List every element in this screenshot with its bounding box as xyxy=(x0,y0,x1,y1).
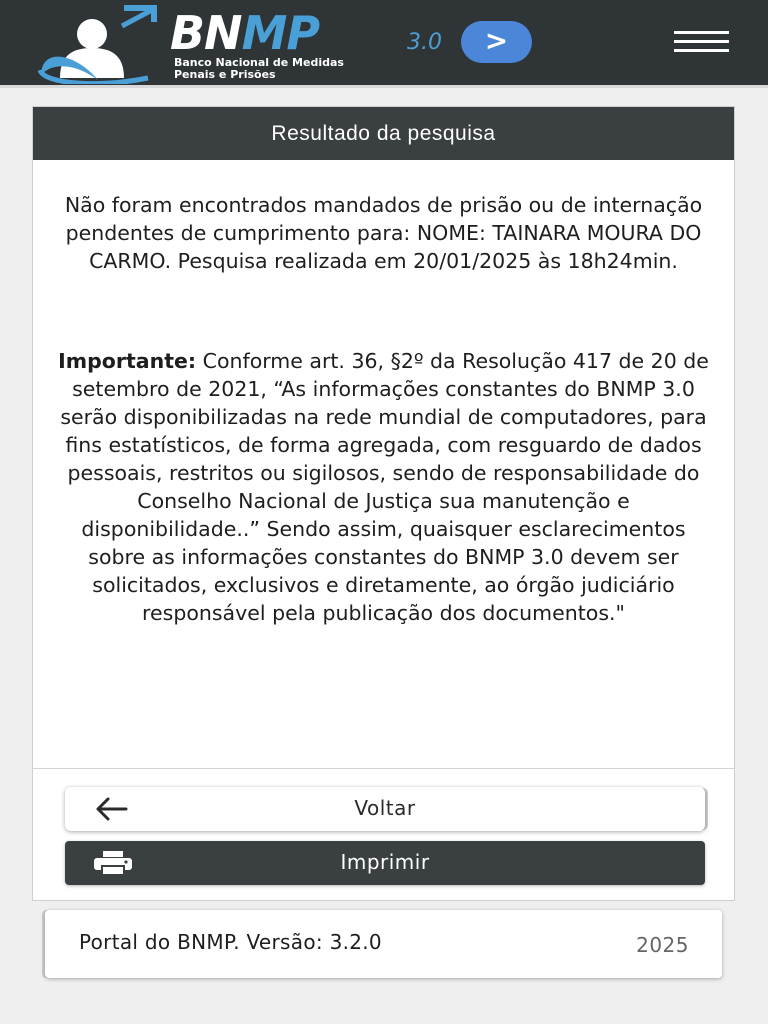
footer xyxy=(45,910,722,978)
hamburger-icon[interactable] xyxy=(674,31,729,53)
menu-line xyxy=(674,49,729,52)
brand-version: 3.0 xyxy=(407,30,442,55)
printer-icon xyxy=(93,841,133,885)
brand-subtitle xyxy=(174,57,344,81)
chevron-right-icon: > xyxy=(484,24,509,57)
menu-line xyxy=(674,40,729,43)
footer-year: 2025 xyxy=(636,933,689,957)
back-button-label: Voltar xyxy=(354,796,416,820)
back-button[interactable] xyxy=(65,787,705,831)
brand-wordmark xyxy=(170,6,320,60)
brand-prefix: BN xyxy=(170,6,242,60)
arrow-left-icon xyxy=(93,787,129,831)
brand-accent: MP xyxy=(241,6,320,60)
card-title: Resultado da pesquisa xyxy=(33,107,734,160)
important-body: Conforme art. 36, §2º da Resolução 417 de 20 de setembro de 2021, “As informações constantes do BNMP 3.0 serão disponibilizadas na rede mundial de computadores, para fins estatísticos, de forma agregada, com resguardo de dados pessoais, restritos ou sigilosos, sendo de responsabilidade do Conselho Nacional de Justiça sua manutenção e disponibilidade..” Sendo assim, quaisquer esclarecimentos sobre as informações constantes do BNMP 3.0 devem ser solicitados, exclusivos e diretamente, ao órgão judiciário responsável pela publicação dos documentos." xyxy=(60,349,709,625)
portal-version: Portal do BNMP. Versão: 3.2.0 xyxy=(79,930,382,954)
important-notice xyxy=(53,347,714,627)
print-button[interactable] xyxy=(65,841,705,885)
result-card xyxy=(32,106,735,901)
important-label: Importante: xyxy=(58,349,197,373)
bnmp-logo-icon xyxy=(38,4,158,84)
print-button-label: Imprimir xyxy=(340,850,430,874)
brand-subtitle-line1: Banco Nacional de Medidas xyxy=(174,56,344,69)
menu-line xyxy=(674,31,729,34)
result-message: Não foram encontrados mandados de prisão ou de internação pendentes de cumprimento para: NOME: TAINARA MOURA DO CARMO. Pesquisa realizada em 20/01/2025 às 18h24min. xyxy=(64,193,703,273)
top-navbar xyxy=(0,0,768,88)
brand-subtitle-line2: Penais e Prisões xyxy=(174,68,276,81)
go-button[interactable] xyxy=(461,21,532,63)
divider xyxy=(33,768,734,769)
